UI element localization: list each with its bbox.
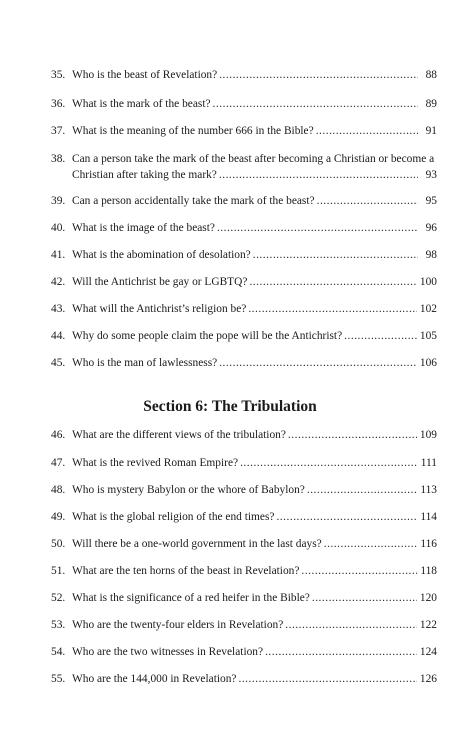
entry-page-number: 118 xyxy=(420,565,437,577)
entry-title: Who are the two witnesses in Revelation? xyxy=(72,646,264,658)
entry-number: 54. xyxy=(51,646,66,658)
entry-title: What is the mark of the beast? xyxy=(72,98,211,110)
dot-leader xyxy=(238,671,416,687)
entry-title: Can a person accidentally take the mark of the beast? xyxy=(72,195,315,207)
dot-leader xyxy=(213,96,418,112)
entry-page-number: 122 xyxy=(419,619,437,631)
entry-title: What is the image of the beast? xyxy=(72,222,215,234)
entry-number: 55. xyxy=(51,673,66,685)
dot-leader xyxy=(344,328,417,344)
entry-page-number: 124 xyxy=(419,646,437,658)
toc-entry[interactable] xyxy=(51,96,437,112)
toc-entry[interactable] xyxy=(51,427,437,443)
entry-page-number: 91 xyxy=(425,125,437,137)
entry-title: Why do some people claim the pope will be the Antichrist? xyxy=(72,330,343,342)
entry-page-number: 106 xyxy=(419,357,437,369)
entry-page-number: 95 xyxy=(425,195,437,207)
entry-number: 49. xyxy=(51,511,66,523)
entry-number: 46. xyxy=(51,429,66,441)
toc-entry[interactable] xyxy=(51,220,437,236)
entry-title: What is the revived Roman Empire? xyxy=(72,457,239,469)
entry-number: 53. xyxy=(51,619,66,631)
entry-page-number: 88 xyxy=(425,69,437,81)
toc-entry[interactable] xyxy=(51,536,437,552)
dot-leader xyxy=(324,536,418,552)
entry-number: 44. xyxy=(51,330,66,342)
entry-page-number: 114 xyxy=(420,511,437,523)
dot-leader xyxy=(219,67,418,83)
entry-page-number: 100 xyxy=(419,276,437,288)
entry-page-number: 98 xyxy=(425,249,437,261)
entry-title: What will the Antichrist’s religion be? xyxy=(72,303,247,315)
dot-leader xyxy=(301,563,417,579)
entry-page-number: 109 xyxy=(419,429,437,441)
entry-title: What are the ten horns of the beast in Revelation? xyxy=(72,565,300,577)
toc-entry[interactable] xyxy=(51,617,437,633)
entry-number: 36. xyxy=(51,98,66,110)
entry-number: 41. xyxy=(51,249,66,261)
entry-page-number: 111 xyxy=(420,457,437,469)
entry-page-number: 105 xyxy=(419,330,437,342)
entry-title: Who are the 144,000 in Revelation? xyxy=(72,673,237,685)
entry-title: Will the Antichrist be gay or LGBTQ? xyxy=(72,276,248,288)
dot-leader xyxy=(253,247,418,263)
entry-page-number: 96 xyxy=(425,222,437,234)
toc-entry[interactable] xyxy=(51,355,437,371)
entry-title: What is the abomination of desolation? xyxy=(72,249,251,261)
toc-entry[interactable] xyxy=(51,509,437,525)
toc-entry[interactable] xyxy=(51,563,437,579)
entry-number: 40. xyxy=(51,222,66,234)
entry-number: 35. xyxy=(51,69,66,81)
dot-leader xyxy=(240,455,418,471)
entry-page-number: 116 xyxy=(420,538,437,550)
toc-entry[interactable] xyxy=(51,67,437,83)
dot-leader xyxy=(219,167,418,183)
entry-number: 43. xyxy=(51,303,66,315)
toc-entry[interactable] xyxy=(51,151,437,183)
dot-leader xyxy=(219,355,417,371)
dot-leader xyxy=(312,590,417,606)
entry-title: Who are the twenty-four elders in Revelation? xyxy=(72,619,284,631)
dot-leader xyxy=(317,193,418,209)
entry-number: 52. xyxy=(51,592,66,604)
entry-number: 37. xyxy=(51,125,66,137)
entry-title: Will there be a one-world government in the last days? xyxy=(72,538,322,550)
entry-title: What are the different views of the tribulation? xyxy=(72,429,286,441)
toc-entry[interactable] xyxy=(51,590,437,606)
dot-leader xyxy=(265,644,417,660)
entry-page-number: 113 xyxy=(420,484,437,496)
toc-entry[interactable] xyxy=(51,193,437,209)
entry-number: 42. xyxy=(51,276,66,288)
entry-title-line-1: Can a person take the mark of the beast after becoming a Christian or become a xyxy=(72,153,435,165)
dot-leader xyxy=(307,482,417,498)
dot-leader xyxy=(316,123,418,139)
toc-entry[interactable] xyxy=(51,247,437,263)
section-heading: Section 6: The Tribulation xyxy=(143,398,317,415)
toc-entry[interactable] xyxy=(51,301,437,317)
entry-title: Who is mystery Babylon or the whore of Babylon? xyxy=(72,484,305,496)
entry-page-number: 93 xyxy=(425,169,437,181)
entry-page-number: 102 xyxy=(419,303,437,315)
entry-title-line-2: Christian after taking the mark? xyxy=(72,169,217,181)
entry-number: 47. xyxy=(51,457,66,469)
dot-leader xyxy=(276,509,417,525)
entry-page-number: 126 xyxy=(419,673,437,685)
entry-title: Who is the beast of Revelation? xyxy=(72,69,218,81)
dot-leader xyxy=(249,274,416,290)
dot-leader xyxy=(285,617,417,633)
entry-number: 39. xyxy=(51,195,66,207)
toc-entry[interactable] xyxy=(51,328,437,344)
toc-entry[interactable] xyxy=(51,455,437,471)
dot-leader xyxy=(248,301,417,317)
toc-entry[interactable] xyxy=(51,123,437,139)
entry-title: What is the meaning of the number 666 in the Bible? xyxy=(72,125,314,137)
dot-leader xyxy=(288,427,417,443)
entry-title: What is the significance of a red heifer in the Bible? xyxy=(72,592,310,604)
toc-entry[interactable] xyxy=(51,274,437,290)
entry-title: What is the global religion of the end times? xyxy=(72,511,275,523)
entry-number: 45. xyxy=(51,357,66,369)
entry-title: Who is the man of lawlessness? xyxy=(72,357,218,369)
toc-entry[interactable] xyxy=(51,644,437,660)
toc-entry[interactable] xyxy=(51,482,437,498)
entry-page-number: 89 xyxy=(425,98,437,110)
entry-number: 48. xyxy=(51,484,66,496)
dot-leader xyxy=(217,220,418,236)
entry-number: 38. xyxy=(51,153,66,165)
toc-entry[interactable] xyxy=(51,671,437,687)
entry-page-number: 120 xyxy=(419,592,437,604)
entry-number: 50. xyxy=(51,538,66,550)
entry-number: 51. xyxy=(51,565,66,577)
